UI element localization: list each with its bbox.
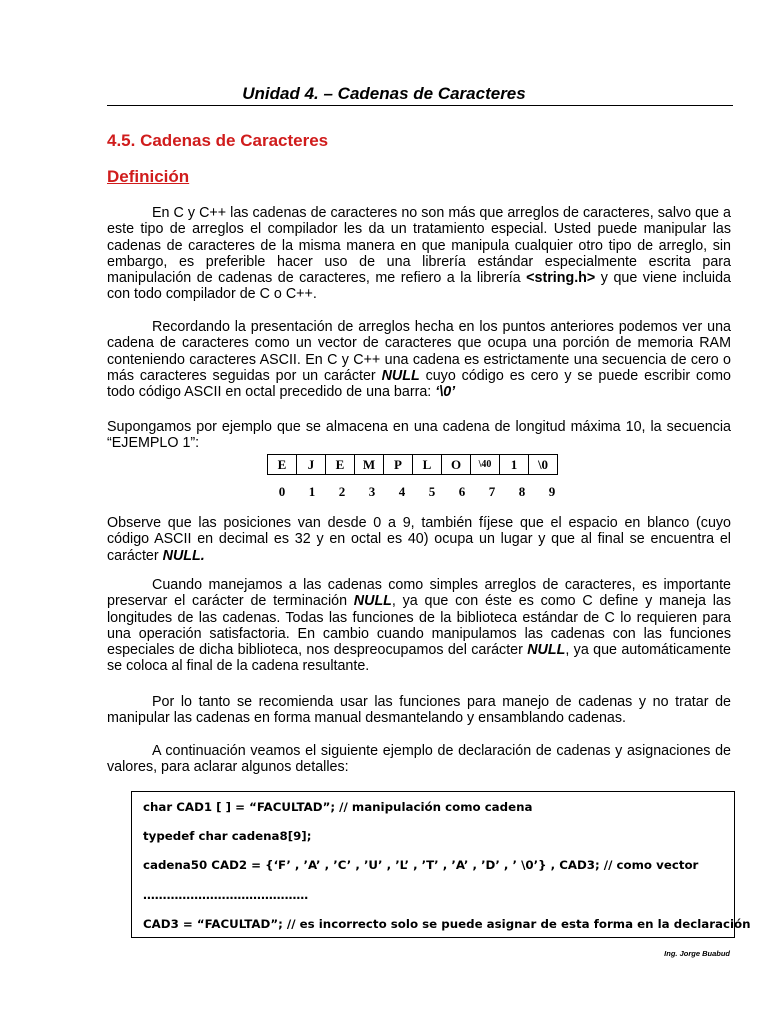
code-line: cadena50 CAD2 = {‘F’ , ’A’ , ’C’ , ’U’ , ’L’ , ’T’ , ’A’ , ’D’ , ’ \0’} , CAD3; // como vector (143, 858, 699, 872)
library-name: <string.h> (526, 270, 596, 287)
paragraph-1-text: En C y C++ las cadenas de caracteres no son más que arreglos de caracteres, salvo que a este tipo de arreglos el compilador les da un tratamiento especial. Usted puede manipular las cadenas de caracteres de la misma manera en que manipula cualquier otro tipo de arreglo, sin embargo, es preferible hacer uso de una librería estándar especialmente escrita para manipulación de cadenas de caracteres, me refiero a la librería (107, 205, 731, 287)
code-example-box (131, 791, 751, 938)
array-cell: J (297, 455, 326, 475)
array-row (268, 455, 558, 475)
array-cell: P (384, 455, 413, 475)
array-index: 0 (278, 484, 286, 499)
array-index: 8 (518, 484, 526, 499)
code-line: CAD3 = “FACULTAD”; // es incorrecto solo se puede asignar de esta forma en la declaración (143, 917, 751, 931)
paragraph-6-text: Por lo tanto se recomienda usar las funciones para manejo de cadenas y no tratar de manipular las cadenas en forma manual desmantelando y ensamblando cadenas. (107, 694, 731, 727)
null-keyword: NULL (527, 642, 566, 659)
array-cell: E (268, 455, 297, 475)
string-array-table (267, 454, 558, 475)
code-line: …………………………………… (143, 888, 309, 902)
section-heading: 4.5. Cadenas de Caracteres (107, 131, 329, 150)
subheading-definicion: Definición (107, 167, 190, 186)
paragraph-2-text-mid: cuyo código es cero y se puede escribir como todo código ASCII en octal precedido de una barra: (107, 367, 732, 401)
paragraph-5-text-end: , ya que automáticamente se coloca al final de la cadena resultante. (107, 642, 731, 675)
array-cell: \40 (471, 455, 500, 475)
paragraph-2-text: Recordando la presentación de arreglos hecha en los puntos anteriores podemos ver una cadena de caracteres como un vector de caracteres que ocupa una porción de memoria RAM conteniendo caracteres ASCII. En C y C++ una cadena es estrictamente una secuencia de cero o más caracteres seguidas por un carácter (107, 319, 731, 384)
array-cell: M (355, 455, 384, 475)
paragraph-2 (107, 319, 731, 400)
null-keyword: NULL. (162, 547, 205, 564)
footer-author: Ing. Jorge Buabud (664, 949, 730, 958)
array-cell: O (442, 455, 471, 475)
null-keyword: NULL (381, 367, 420, 384)
null-keyword: NULL (353, 593, 392, 610)
array-cell: \0 (529, 455, 558, 475)
array-cell: L (413, 455, 442, 475)
array-index: 4 (398, 484, 406, 499)
array-index: 9 (548, 484, 556, 499)
array-index: 7 (488, 484, 496, 499)
array-cell: E (326, 455, 355, 475)
paragraph-1-text-end: y que viene incluida con todo compilador de C o C++. (107, 270, 731, 303)
array-index: 2 (338, 484, 346, 499)
paragraph-7-text: A continuación veamos el siguiente ejemplo de declaración de cadenas y asignaciones de valores, para aclarar algunos detalles: (107, 743, 731, 776)
array-index: 1 (308, 484, 316, 499)
paragraph-5-text: Cuando manejamos a las cadenas como simples arreglos de caracteres, es importante preservar el carácter de terminación (107, 577, 731, 610)
paragraph-4-text: Observe que las posiciones van desde 0 a 9, también fíjese que el espacio en blanco (cuyo código ASCII en decimal es 32 y en octal es 40) ocupa un lugar y que al final se encuentra el carácter (107, 515, 731, 564)
array-index: 5 (428, 484, 436, 499)
code-line: typedef char cadena8[9]; (143, 829, 312, 843)
paragraph-5-text-mid: , ya que con éste es como C define y maneja las longitudes de las cadenas. Todas las funciones de la biblioteca estándar de C lo requieren para una operación satisfactoria. En cambio cuando manipulamos las cadenas con las funciones especiales de dicha biblioteca, nos despreocupamos del carácter (107, 593, 731, 659)
paragraph-5 (107, 577, 731, 675)
paragraph-7 (107, 743, 731, 776)
array-index: 6 (458, 484, 466, 499)
title-rule (107, 105, 733, 106)
paragraph-3: Supongamos por ejemplo que se almacena en una cadena de longitud máxima 10, la secuencia “EJEMPLO 1”: (107, 419, 731, 452)
array-index-row (267, 484, 567, 500)
paragraph-6 (107, 694, 731, 727)
paragraph-1 (107, 205, 731, 303)
code-line: char CAD1 [ ] = “FACULTAD”; // manipulación como cadena (143, 800, 533, 814)
null-char-literal: ‘\0’ (435, 384, 456, 401)
array-cell: 1 (500, 455, 529, 475)
paragraph-4 (107, 515, 731, 564)
array-index: 3 (368, 484, 376, 499)
page-title: Unidad 4. – Cadenas de Caracteres (242, 84, 526, 103)
